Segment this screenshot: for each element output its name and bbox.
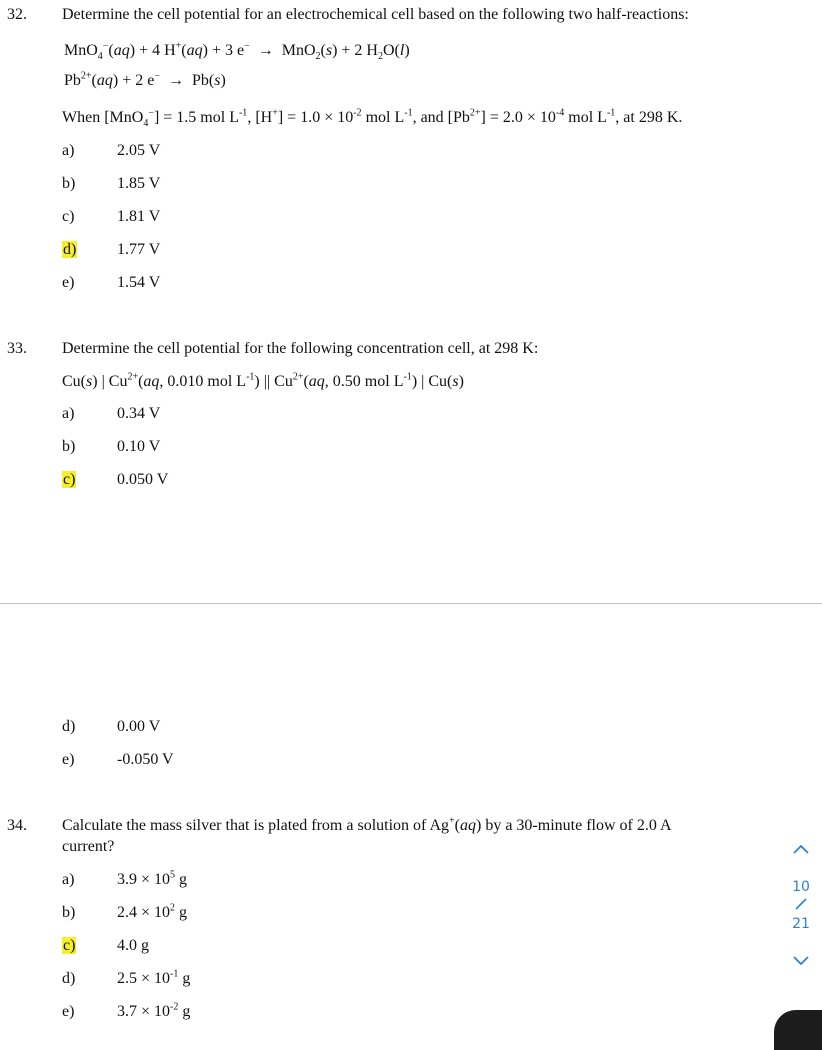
question-32-number: 32.: [7, 6, 27, 23]
q32-option-c-value: 1.81 V: [117, 208, 161, 225]
q33-option-d-letter: d): [62, 718, 76, 735]
concentration-cell-notation: Cu(s) | $Cu^{2+}(aq$, 0.010 mol $L^{-1}$) || $Cu^{2+}(aq$, 0.50 mol $L^{-1}$) | Cu(s): [62, 371, 464, 390]
q33-option-b-letter: b): [62, 438, 76, 455]
q34-option-b-value: $2.4 \times 10^2$ g: [117, 902, 188, 921]
q32-option-a-value: 2.05 V: [117, 142, 161, 159]
q32-option-d-value: 1.77 V: [117, 241, 161, 258]
question-33-number: 33.: [7, 340, 27, 357]
q33-option-c-letter: [62, 470, 76, 490]
q34-option-c-value: 4.0 g: [117, 937, 149, 954]
q32-option-a-letter: a): [62, 142, 75, 159]
floating-action-button[interactable]: [774, 1010, 822, 1050]
current-page-number: 10: [792, 879, 810, 895]
highlighted-answer: c): [63, 471, 76, 488]
q33-option-e-value: -0.050 V: [117, 751, 174, 768]
q32-option-e-value: 1.54 V: [117, 274, 161, 291]
q33-option-a-value: 0.34 V: [117, 405, 161, 422]
q32-option-b-value: 1.85 V: [117, 175, 161, 192]
q33-option-b-value: 0.10 V: [117, 438, 161, 455]
question-34-stem: Calculate the mass silver that is plated from a solution of Ag+(aq) by a 30-minute flow of 2.0 A: [62, 815, 672, 834]
highlighted-answer: d): [63, 241, 77, 258]
q32-option-e-letter: e): [62, 274, 75, 291]
page-separator-slash: [793, 897, 809, 911]
question-34-stem-continued: current?: [62, 838, 115, 855]
q34-option-a-value: $3.9 \times 10^5$ g: [117, 869, 188, 888]
page-divider: [0, 603, 822, 604]
q34-option-a-letter: a): [62, 871, 75, 888]
question-32-conditions: When [MnO$_4$−] = 1.5 mol $L^{-1}$, $[H^+] = 1.0 \times 10^{-2}$ mol $L^{-1}$, and $[Pb^{2+}] = 2.0 \times 10^{-4}$ mol $L^{-1}$, at 298 K.: [62, 107, 683, 130]
q33-option-a-letter: a): [62, 405, 75, 422]
half-reaction-2: $Pb^{2+}(aq) + 2$ e− → Pb(s): [64, 70, 226, 89]
half-reaction-1: MnO$_4$−(aq) + 4 H+(aq) + 3 e− → MnO$_2$(s) + 2 $H_2O(l)$: [64, 40, 410, 63]
q32-option-d-letter: [62, 240, 77, 260]
q32-option-c-letter: c): [62, 208, 75, 225]
q33-option-c-value: 0.050 V: [117, 471, 169, 488]
q32-option-b-letter: b): [62, 175, 76, 192]
q33-option-e-letter: e): [62, 751, 75, 768]
q34-option-d-letter: d): [62, 970, 76, 987]
question-33-stem: Determine the cell potential for the following concentration cell, at 298 K:: [62, 340, 539, 357]
question-34-number: 34.: [7, 817, 27, 834]
chevron-down-icon[interactable]: [792, 951, 810, 969]
question-32-stem: Determine the cell potential for an electrochemical cell based on the following two half-reactions:: [62, 6, 689, 23]
q34-option-c-letter: [62, 936, 76, 956]
q33-option-d-value: 0.00 V: [117, 718, 161, 735]
q34-option-b-letter: b): [62, 904, 76, 921]
q34-option-e-value: $3.7 \times 10^{-2}$ g: [117, 1001, 191, 1020]
q34-option-d-value: $2.5 \times 10^{-1}$ g: [117, 968, 191, 987]
q34-option-e-letter: e): [62, 1003, 75, 1020]
highlighted-answer: c): [63, 937, 76, 954]
total-pages-number: 21: [792, 916, 810, 932]
chevron-up-icon[interactable]: [792, 841, 810, 859]
